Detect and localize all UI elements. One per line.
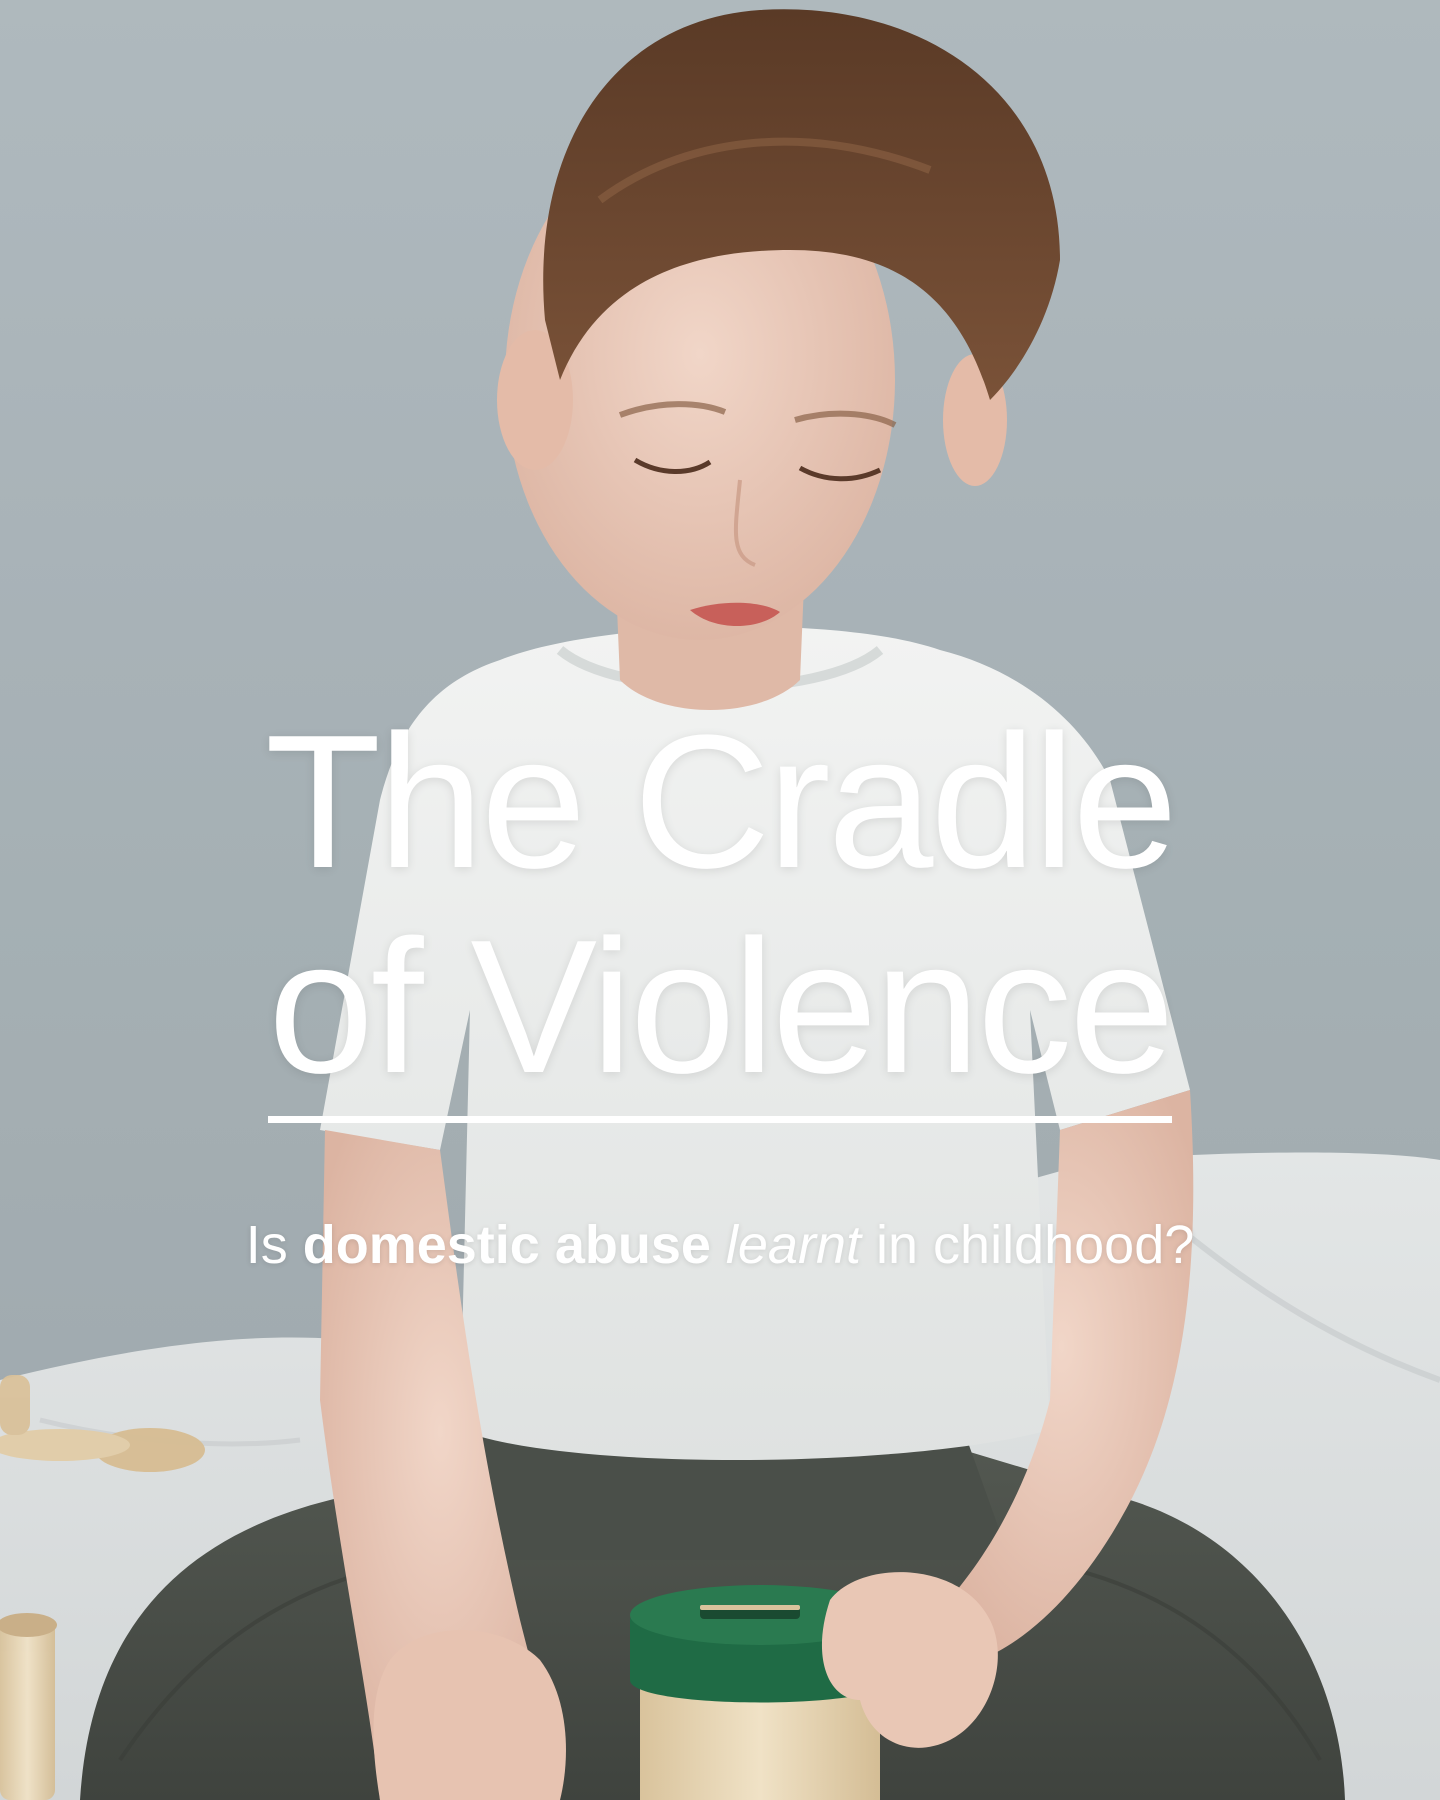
- subtitle-intro: Is: [245, 1215, 303, 1275]
- subtitle-ending: in childhood?: [861, 1215, 1195, 1275]
- subtitle-italic-word: learnt: [725, 1215, 861, 1275]
- headline: [0, 696, 1440, 1123]
- subtitle-bold-phrase: domestic abuse: [302, 1215, 711, 1275]
- headline-line-1: The Cradle: [265, 696, 1175, 908]
- subtitle: [0, 1210, 1440, 1280]
- headline-line-2: of Violence: [268, 905, 1172, 1123]
- subtitle-space: [711, 1215, 726, 1275]
